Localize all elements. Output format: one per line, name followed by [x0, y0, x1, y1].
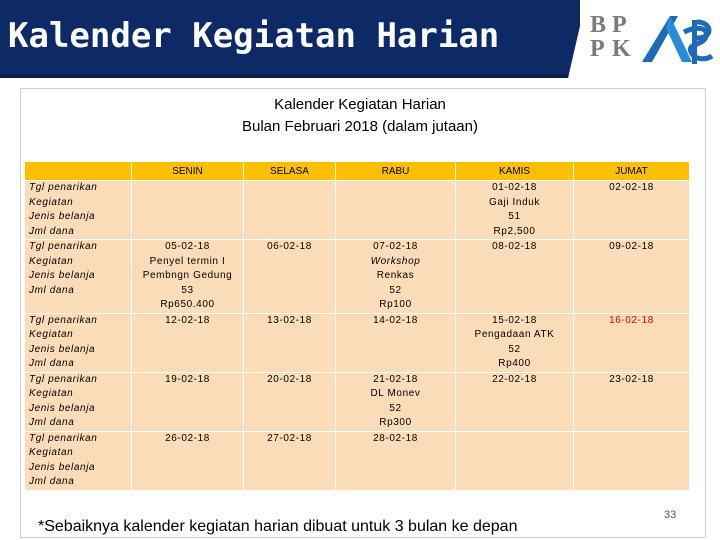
row-label: Jml dana — [29, 476, 75, 487]
day-cell — [132, 181, 244, 240]
row-label: Jml dana — [29, 358, 75, 369]
date-text: 07-02-18 — [373, 241, 418, 252]
row-label: Jenis belanja — [29, 211, 96, 222]
day-cell — [244, 431, 336, 490]
day-header: KAMIS — [456, 162, 574, 181]
calendar-header-row — [25, 162, 690, 181]
page-number: 33 — [664, 509, 677, 521]
day-header: JUMAT — [574, 162, 690, 181]
day-cell — [132, 240, 244, 314]
cell-text: 51 — [508, 211, 521, 222]
cell-text: Penyel termin I — [149, 255, 226, 267]
day-cell — [336, 240, 456, 314]
row-labels — [25, 313, 132, 372]
bppk-letter: P — [612, 12, 627, 38]
date-text: 22-02-18 — [492, 373, 537, 385]
day-cell — [244, 240, 336, 314]
row-label: Jml dana — [29, 417, 75, 428]
cell-text: 52 — [389, 284, 402, 296]
date-text: 20-02-18 — [267, 373, 312, 385]
row-label: Jml dana — [29, 284, 75, 296]
row-label: Jml dana — [29, 225, 75, 237]
bppk-logo — [590, 14, 636, 64]
day-cell — [574, 313, 690, 372]
day-header: SENIN — [132, 162, 244, 181]
date-text: 13-02-18 — [267, 314, 312, 326]
row-labels — [25, 431, 132, 490]
calendar-table — [24, 161, 690, 491]
day-header: RABU — [336, 162, 456, 181]
day-cell — [456, 181, 574, 240]
asp-logo-icon — [640, 14, 716, 66]
slide-header — [0, 0, 720, 80]
day-cell — [244, 313, 336, 372]
day-cell — [132, 313, 244, 372]
calendar-week-row — [25, 240, 690, 314]
bppk-letter: P — [590, 36, 605, 62]
corner-cell — [25, 162, 132, 181]
calendar-week-row — [25, 372, 690, 431]
date-text: 02-02-18 — [609, 182, 654, 193]
row-label: Tgl penarikan — [29, 373, 98, 385]
cell-text: Rp300 — [379, 417, 412, 428]
row-label: Tgl penarikan — [29, 314, 98, 326]
row-label: Tgl penarikan — [29, 182, 98, 193]
cell-text: 53 — [181, 284, 194, 296]
cell-text: Rp400 — [498, 358, 531, 369]
day-cell — [574, 181, 690, 240]
date-text: 28-02-18 — [373, 432, 418, 444]
date-text: 01-02-18 — [492, 182, 537, 193]
date-text: 05-02-18 — [165, 241, 210, 252]
date-text: 12-02-18 — [165, 314, 210, 326]
cell-text: Gaji Induk — [488, 196, 541, 208]
day-cell — [456, 372, 574, 431]
row-label: Jenis belanja — [29, 270, 96, 281]
slide-title: Kalender Kegiatan Harian — [8, 16, 500, 56]
day-cell — [336, 431, 456, 490]
date-text: 16-02-18 — [609, 314, 654, 326]
calendar-week-row — [25, 431, 690, 490]
date-text: 08-02-18 — [492, 241, 537, 252]
date-text: 09-02-18 — [609, 241, 654, 252]
footnote: *Sebaiknya kalender kegiatan harian dibuat untuk 3 bulan ke depan — [38, 518, 518, 535]
day-cell — [244, 372, 336, 431]
date-text: 15-02-18 — [492, 314, 537, 326]
day-cell — [244, 181, 336, 240]
date-text: 21-02-18 — [373, 373, 418, 385]
cell-text: DL Monev — [370, 388, 421, 399]
cell-text: Rp100 — [379, 299, 412, 310]
cell-text: Pengadaan ATK — [474, 329, 555, 340]
date-text: 27-02-18 — [267, 432, 312, 444]
cell-text: 52 — [389, 402, 402, 414]
row-labels — [25, 181, 132, 240]
calendar-subtitle: Bulan Februari 2018 (dalam jutaan) — [242, 118, 478, 135]
row-label: Tgl penarikan — [29, 432, 98, 444]
row-label: Jenis belanja — [29, 461, 96, 473]
date-text: 14-02-18 — [373, 314, 418, 326]
row-label: Kegiatan — [29, 196, 74, 208]
cell-text: 52 — [508, 343, 521, 355]
cell-text: Pembngn Gedung — [142, 270, 233, 281]
cell-text: Rp2,500 — [493, 225, 536, 237]
row-label: Kegiatan — [29, 329, 74, 340]
cell-text: Rp650.400 — [160, 299, 215, 310]
day-cell — [456, 431, 574, 490]
bppk-letter: B — [590, 12, 607, 38]
date-text: 06-02-18 — [267, 241, 312, 252]
day-cell — [574, 240, 690, 314]
day-cell — [574, 431, 690, 490]
row-label: Kegiatan — [29, 255, 74, 267]
date-text: 26-02-18 — [165, 432, 210, 444]
day-cell — [456, 313, 574, 372]
day-cell — [132, 431, 244, 490]
cell-text: Renkas — [376, 270, 415, 281]
bppk-letter: K — [612, 36, 631, 62]
date-text: 19-02-18 — [165, 373, 210, 385]
row-label: Jenis belanja — [29, 402, 96, 414]
row-labels — [25, 372, 132, 431]
day-cell — [132, 372, 244, 431]
day-cell — [336, 372, 456, 431]
day-cell — [336, 181, 456, 240]
calendar-title: Kalender Kegiatan Harian — [274, 96, 446, 113]
day-header: SELASA — [244, 162, 336, 181]
row-labels — [25, 240, 132, 314]
row-label: Tgl penarikan — [29, 241, 98, 252]
day-cell — [336, 313, 456, 372]
day-cell — [456, 240, 574, 314]
cell-text: Workshop — [370, 255, 421, 267]
calendar-week-row — [25, 181, 690, 240]
row-label: Kegiatan — [29, 447, 74, 458]
date-text: 23-02-18 — [609, 373, 654, 385]
calendar-week-row — [25, 313, 690, 372]
row-label: Kegiatan — [29, 388, 74, 399]
row-label: Jenis belanja — [29, 343, 96, 355]
day-cell — [574, 372, 690, 431]
